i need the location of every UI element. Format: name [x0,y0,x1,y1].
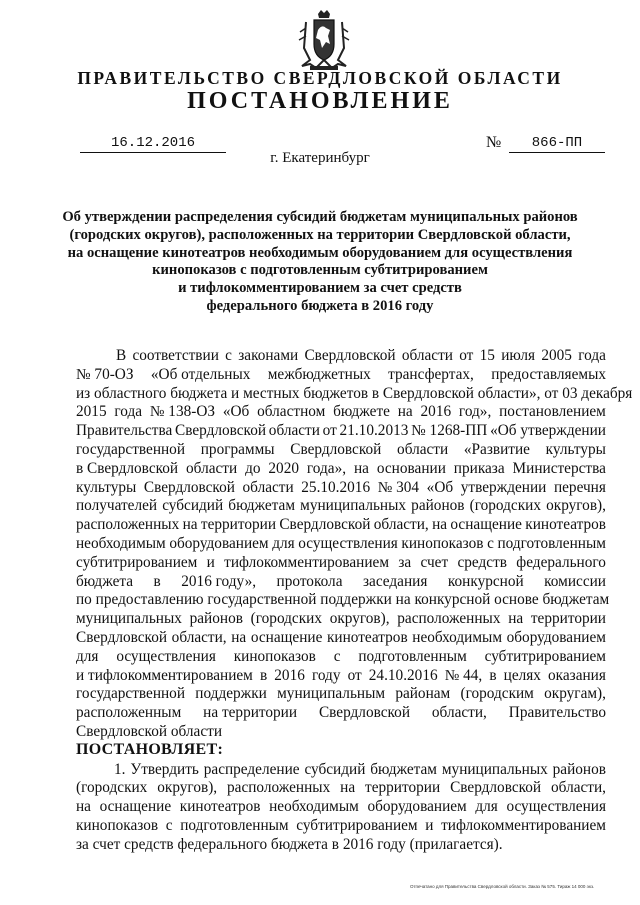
word: и [425,816,434,834]
word: основании [376,459,446,477]
word: в [259,666,268,684]
word: Свердловской области [76,722,223,740]
word: районов [552,760,606,778]
word: области, [431,704,487,722]
word: субсидий [304,760,366,778]
word: трансфертах, [388,365,474,383]
word: Свердловской [143,478,235,496]
word: на [231,628,247,646]
word: 24.10.2016 [368,666,438,684]
word: Правительство [508,704,606,722]
document-type: ПОСТАНОВЛЕНИЕ [187,88,453,114]
document-body [76,347,633,855]
word: с [333,647,341,665]
word: 15 [479,347,495,364]
text-line [76,497,606,516]
word: округов), [329,610,390,628]
text-line [76,554,606,573]
word: от [322,422,337,440]
document-number: 866-ПП [509,135,605,153]
word: государственной [76,440,186,458]
word: Свердловской [318,704,411,722]
word: счет [420,553,449,571]
word: поддержки [195,685,267,703]
word: области [397,440,449,458]
print-footer: Отпечатано для Правительства Свердловской области. Заказ № 575. Тираж 14 000 экз. [410,884,595,889]
word: осуществления [298,534,398,552]
word: для [475,798,498,816]
word: за счет средств федерального бюджета в 2016 году (прилагается). [76,835,503,853]
word: 21.10.2013 [339,422,409,440]
text-line [76,479,606,498]
word: перечня [553,478,606,496]
word: заседания [362,572,428,590]
word: на [182,516,198,534]
word: законами [238,347,299,364]
word: Свердловской [279,516,371,534]
word: распределение [203,760,300,778]
word: бюджетам [228,497,296,515]
word: Свердловской [76,628,168,646]
word: 2015 [76,403,107,421]
word: культуры [545,440,606,458]
word: в Свердловской [76,459,179,477]
preamble [76,347,633,742]
title-line: федерального бюджета в 2016 году [206,297,434,314]
text-line [76,685,606,704]
word: В [116,347,127,364]
word: территории [200,516,277,534]
title-line: и тифлокомментированием за счет средств [178,280,462,297]
ruling-heading: ПОСТАНОВЛЯЕТ: [76,740,224,758]
word: «Об утверждении [490,422,606,440]
text-line [76,667,606,686]
word: кинотеатров [525,516,606,534]
text-line [76,591,610,610]
word: области, [171,628,227,646]
word: субтитрированием [484,647,606,665]
word: на [397,403,413,421]
word: осуществления [506,798,606,816]
word: необходимым [76,534,166,552]
word: 25.10.2016 [301,478,371,496]
word: с [225,347,232,364]
city: г. Екатеринбург [270,150,370,166]
word: подготовленным [497,534,606,552]
word: субсидий [162,497,224,515]
word: области, [551,779,606,797]
text-line [76,516,606,535]
word: оснащение [450,516,522,534]
word: на [340,779,356,797]
title-line: (городских округов), расположенных на территории Свердловской области, [69,226,571,243]
word: районов [411,497,465,515]
word: области, [373,516,429,534]
word: областном [257,403,326,421]
word: года [578,347,606,364]
document-date: 16.12.2016 [80,135,226,153]
word: соответствии [132,347,219,364]
text-line [76,573,606,592]
word: предоставляемых [491,365,606,383]
word: кинотеатров [179,798,261,816]
text-line [76,836,606,855]
word: с [487,534,494,552]
word: тифлокомментированием [224,553,390,571]
word: федерального [516,553,606,571]
word: (городским [460,685,534,703]
word: округов), [546,497,606,515]
word: области [268,422,320,440]
word: осуществления [116,647,216,665]
word: целях [503,666,541,684]
word: Свердловской [304,347,396,364]
coat-of-arms-icon [296,8,352,72]
word: территории [365,779,441,797]
word: необходимым [269,798,359,816]
word: приказа [453,459,505,477]
word: средств [457,553,507,571]
text-line [76,704,606,723]
text-line [76,347,606,366]
text-line [76,648,606,667]
word: с [165,816,173,834]
word: года [114,403,143,421]
word: 1. [114,760,126,778]
word: программы [200,440,275,458]
word: межбюджетных [267,365,371,383]
word: 2020 [268,459,299,477]
word: за [398,553,412,571]
word: утверждении [460,478,547,496]
word: кинопоказов [76,816,159,834]
word: (городских [469,497,541,515]
word: тифлокомментированием [441,816,606,834]
word: Утвердить [130,760,199,778]
word: на [76,798,91,816]
number-sign: № [486,134,502,151]
word: подготовленным [180,816,289,834]
word: муниципальных [76,610,182,628]
word: № 304 [377,478,420,496]
word: оказания [548,666,606,684]
word: государственной [76,685,186,703]
text-line [76,403,606,422]
word: в [153,572,161,590]
text-line [76,610,606,629]
word: районам [395,685,451,703]
text-line [76,384,633,404]
word: расположенных [227,779,331,797]
word: на [508,610,524,628]
text-line [76,817,606,836]
word: июля [501,347,536,364]
word: Свердловской [175,422,267,440]
word: и тифлокомментированием [76,666,253,684]
text-line [76,779,606,798]
word: в [489,666,497,684]
word: 2016 году», [181,572,257,590]
word: кинопоказов [401,534,484,552]
text-line [76,422,606,441]
text-line [76,441,606,460]
word: кинотеатров [326,628,408,646]
word: оснащение [250,628,323,646]
text-line [76,366,606,385]
word: 2016 [274,666,305,684]
word: на территории [203,704,298,722]
word: 2005 [541,347,572,364]
word: Свердловской [290,440,382,458]
word: бюджета [76,572,134,590]
word: бюджете [333,403,390,421]
word: получателей [76,497,158,515]
word: (городских [250,610,322,628]
item-1 [76,761,606,855]
word: культуры [76,478,137,496]
word: постановлением [499,403,606,421]
word: бюджетам [370,760,437,778]
word: оборудованием [506,628,606,646]
title-line: на оснащение кинотеатров необходимым оборудованием для осуществления [67,244,573,261]
word: для [76,647,99,665]
text-line [76,798,606,817]
word: области [242,478,294,496]
word: на [432,516,448,534]
word: подготовленным [358,647,467,665]
word: области [401,347,453,364]
word: округов), [157,779,218,797]
word: территории [530,610,606,628]
word: оборудованием [169,534,269,552]
word: округам), [544,685,606,703]
word: «Об [222,403,250,421]
word: конкурсной [447,572,524,590]
document-title [60,209,580,316]
word: муниципальных [441,760,548,778]
word: Свердловской [450,779,542,797]
word: необходимым [412,628,503,646]
word: муниципальным [277,685,386,703]
word: для [272,534,295,552]
word: Министерства [512,459,606,477]
text-line [76,723,606,742]
word: оснащение [99,798,172,816]
word: комиссии [544,572,606,590]
word: субтитрированием [76,553,198,571]
word: субтитрированием [296,816,418,834]
word: Правительства [76,422,173,440]
text-line [76,629,606,648]
government-name: ПРАВИТЕЛЬСТВО СВЕРДЛОВСКОЙ ОБЛАСТИ [77,68,563,88]
word: из областного бюджета и местных бюджетов в Свердловской области», от 03 декабря [76,384,633,402]
word: по предоставлению государственной поддержки на конкурсной основе бюджетам [76,591,610,609]
text-line [76,535,606,554]
word: года», [306,459,347,477]
word: оборудованием [367,798,467,816]
word: расположенных [397,610,501,628]
text-line [76,761,606,780]
word: «Об отдельных [150,365,251,383]
word: расположенным [76,704,182,722]
word: № 1268-ПП [411,422,488,440]
word: № 138-ОЗ [149,403,216,421]
word: протокола [276,572,343,590]
word: от [459,347,474,364]
word: муниципальных [300,497,407,515]
word: (городских [76,779,148,797]
title-line: Об утверждении распределения субсидий бюджетам муниципальных районов [62,209,578,225]
word: районов [189,610,243,628]
word: расположенных [76,516,180,534]
word: 2016 [420,403,452,421]
word: «Развитие [463,440,530,458]
word: от [347,666,362,684]
title-line: кинопоказов с подготовленным субтитрированием [152,262,488,279]
word: № 44, [444,666,483,684]
word: области [186,459,238,477]
word: и [206,553,215,571]
text-line [76,460,606,479]
word: № 70-ОЗ [76,365,134,383]
word: году [311,666,341,684]
word: год», [458,403,492,421]
word: «Об [426,478,454,496]
word: на [353,459,369,477]
word: до [245,459,261,477]
word: кинопоказов [233,647,316,665]
